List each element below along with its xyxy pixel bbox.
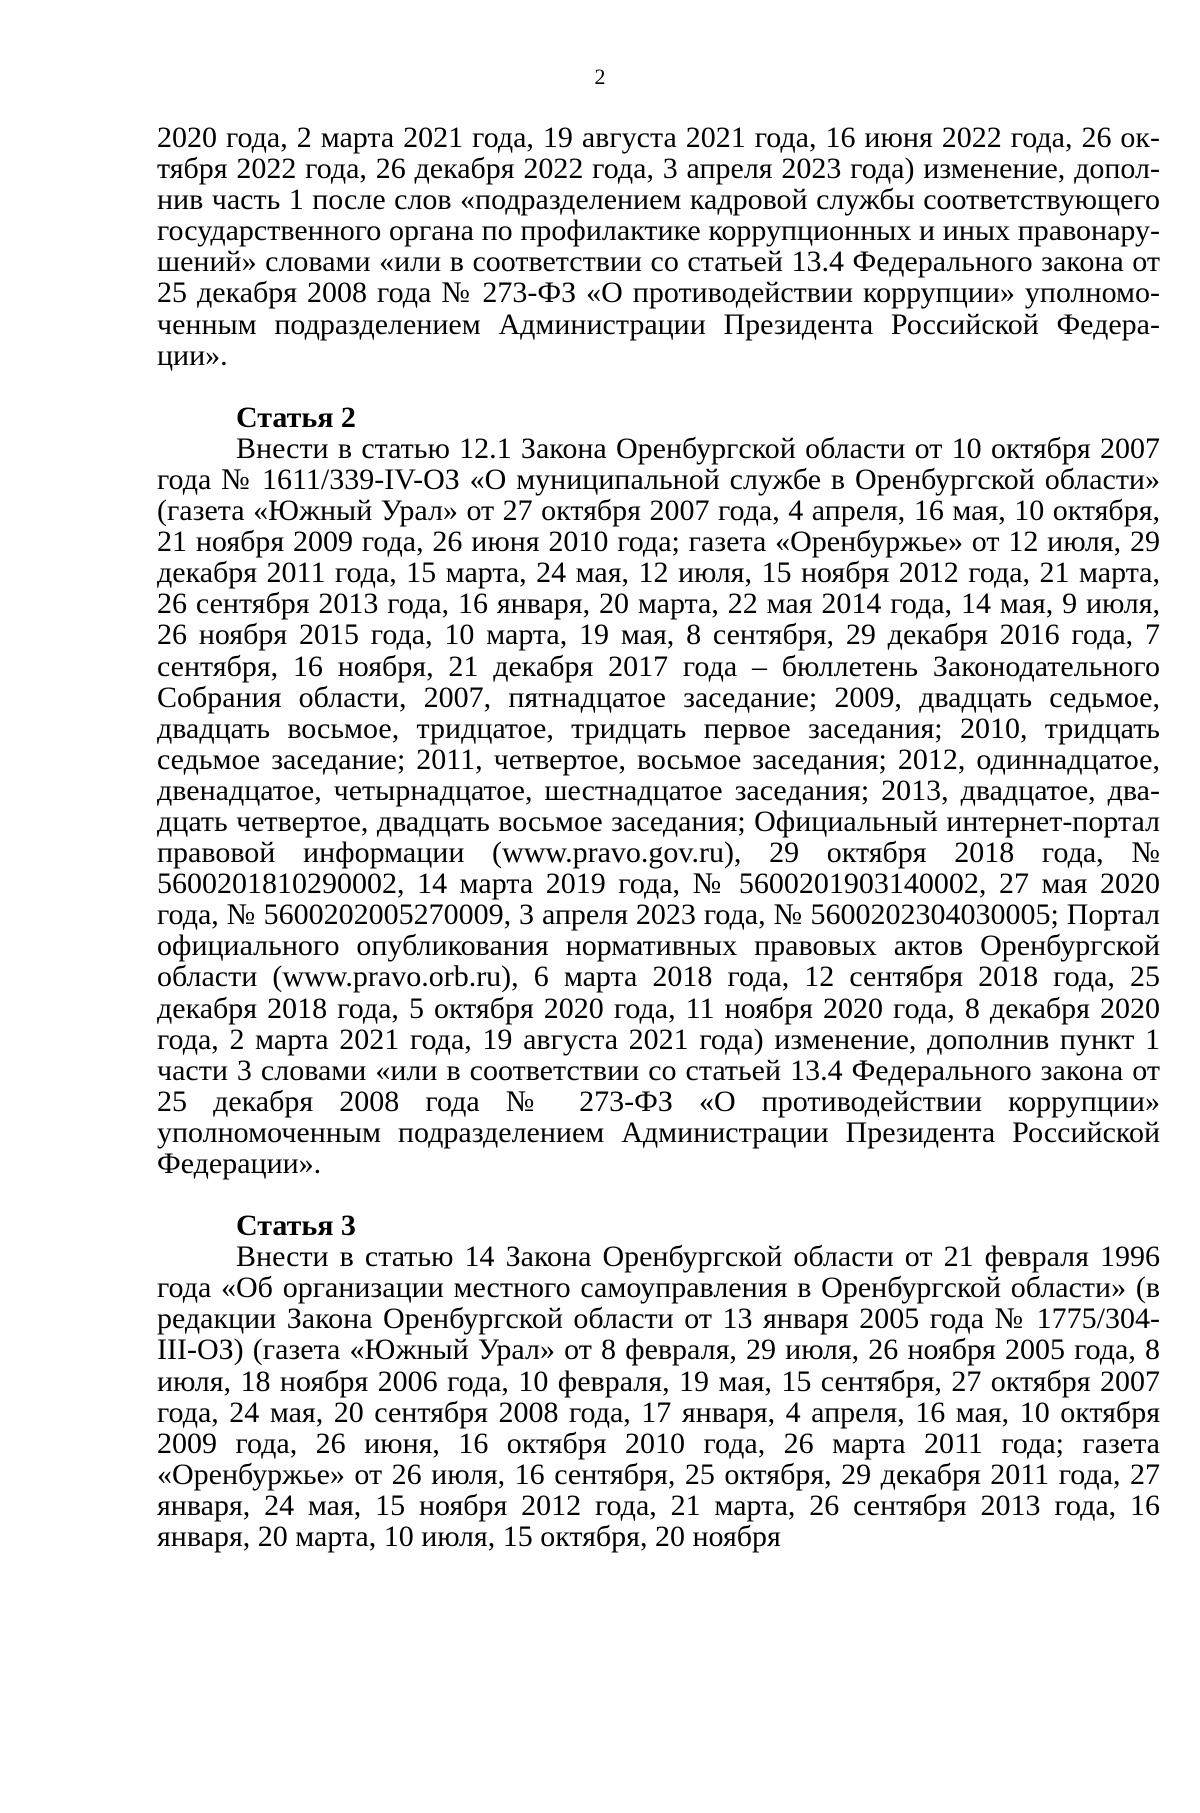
- intro-paragraph: 2020 года, 2 марта 2021 года, 19 августа 2021 года, 16 июня 2022 года, 26 октября 2022 года, 26 декабря 2022 года, 3 апреля 2023 года) изменение, дополнив часть 1 после слов «подразделением кадровой службы соответствующего государственного органа по профилактике коррупционных и иных правонарушений» словами «или в соответствии со статьей 13.4 Федерального закона от 25 декабря 2008 года № 273-ФЗ «О противодействии коррупции» уполномоченным подразделением Администрации Президента Российской Федерации».: [157, 121, 1160, 372]
- article-2-text: Внести в статью 12.1 Закона Оренбургской области от 10 октября 2007 года № 1611/339-IV-ОЗ «О муниципальной службе в Оренбургской области» (газета «Южный Урал» от 27 октября 2007 года, 4 апреля, 16 мая, 10 октября, 21 ноября 2009 года, 26 июня 2010 года; газета «Оренбуржье» от 12 июля, 29 декабря 2011 года, 15 марта, 24 мая, 12 июля, 15 ноября 2012 года, 21 марта, 26 сентября 2013 года, 16 января, 20 марта, 22 мая 2014 года, 14 мая, 9 июля, 26 ноября 2015 года, 10 марта, 19 мая, 8 сентября, 29 декабря 2016 года, 7 сентября, 16 ноября, 21 декабря 2017 года – бюллетень Законодательного Собрания области, 2007, пятнадцатое заседание; 2009, двадцать седьмое, двадцать восьмое, тридцатое, тридцать первое заседания; 2010, тридцать седьмое заседание; 2011, четвертое, восьмое заседания; 2012, одиннадцатое, двенадцатое, четырнадцатое, шестнадцатое заседания; 2013, двадцатое, двадцать четвертое, двадцать восьмое заседания; Официальный интернет-портал правовой информации (www.pravo.gov.ru), 29 октября 2018 года, № 5600201810290002, 14 марта 2019 года, № 5600201903140002, 27 мая 2020 года, № 5600202005270009, 3 апреля 2023 года, № 5600202304030005; Портал официального опубликования нормативных правовых актов Оренбургской области (www.pravo.orb.ru), 6 марта 2018 года, 12 сентября 2018 года, 25 декабря 2018 года, 5 октября 2020 года, 11 ноября 2020 года, 8 декабря 2020 года, 2 марта 2021 года, 19 августа 2021 года) изменение, дополнив пункт 1 части 3 словами «или в соответствии со статьей 13.4 Федерального закона от 25 декабря 2008 года № 273-ФЗ «О противодействии коррупции» уполномоченным подразделением Администрации Президента Российской Федерации».: [157, 431, 1160, 1180]
- document-body: [157, 122, 1160, 1552]
- spacer: [157, 1179, 1160, 1210]
- page-number: 2: [594, 64, 606, 89]
- article-3-heading: Статья 3: [236, 1209, 356, 1243]
- article-3-text: Внести в статью 14 Закона Оренбургской области от 21 февраля 1996 года «Об организации местного самоуправления в Оренбургской области» (в редакции Закона Оренбургской области от 13 января 2005 года № 1775/304-III-ОЗ) (газета «Южный Урал» от 8 февраля, 29 июля, 26 ноября 2005 года, 8 июля, 18 ноября 2006 года, 10 февраля, 19 мая, 15 сентября, 27 октября 2007 года, 24 мая, 20 сентября 2008 года, 17 января, 4 апреля, 16 мая, 10 октября 2009 года, 26 июня, 16 октября 2010 года, 26 марта 2011 года; газета «Оренбуржье» от 26 июля, 16 сентября, 25 октября, 29 декабря 2011 года, 27 января, 24 мая, 15 ноября 2012 года, 21 марта, 26 сентября 2013 года, 16 января, 20 марта, 10 июля, 15 октября, 20 ноября: [157, 1240, 1160, 1554]
- article-2: [157, 402, 1160, 1179]
- spacer: [157, 371, 1160, 402]
- article-3: [157, 1210, 1160, 1552]
- article-2-heading: Статья 2: [236, 400, 356, 434]
